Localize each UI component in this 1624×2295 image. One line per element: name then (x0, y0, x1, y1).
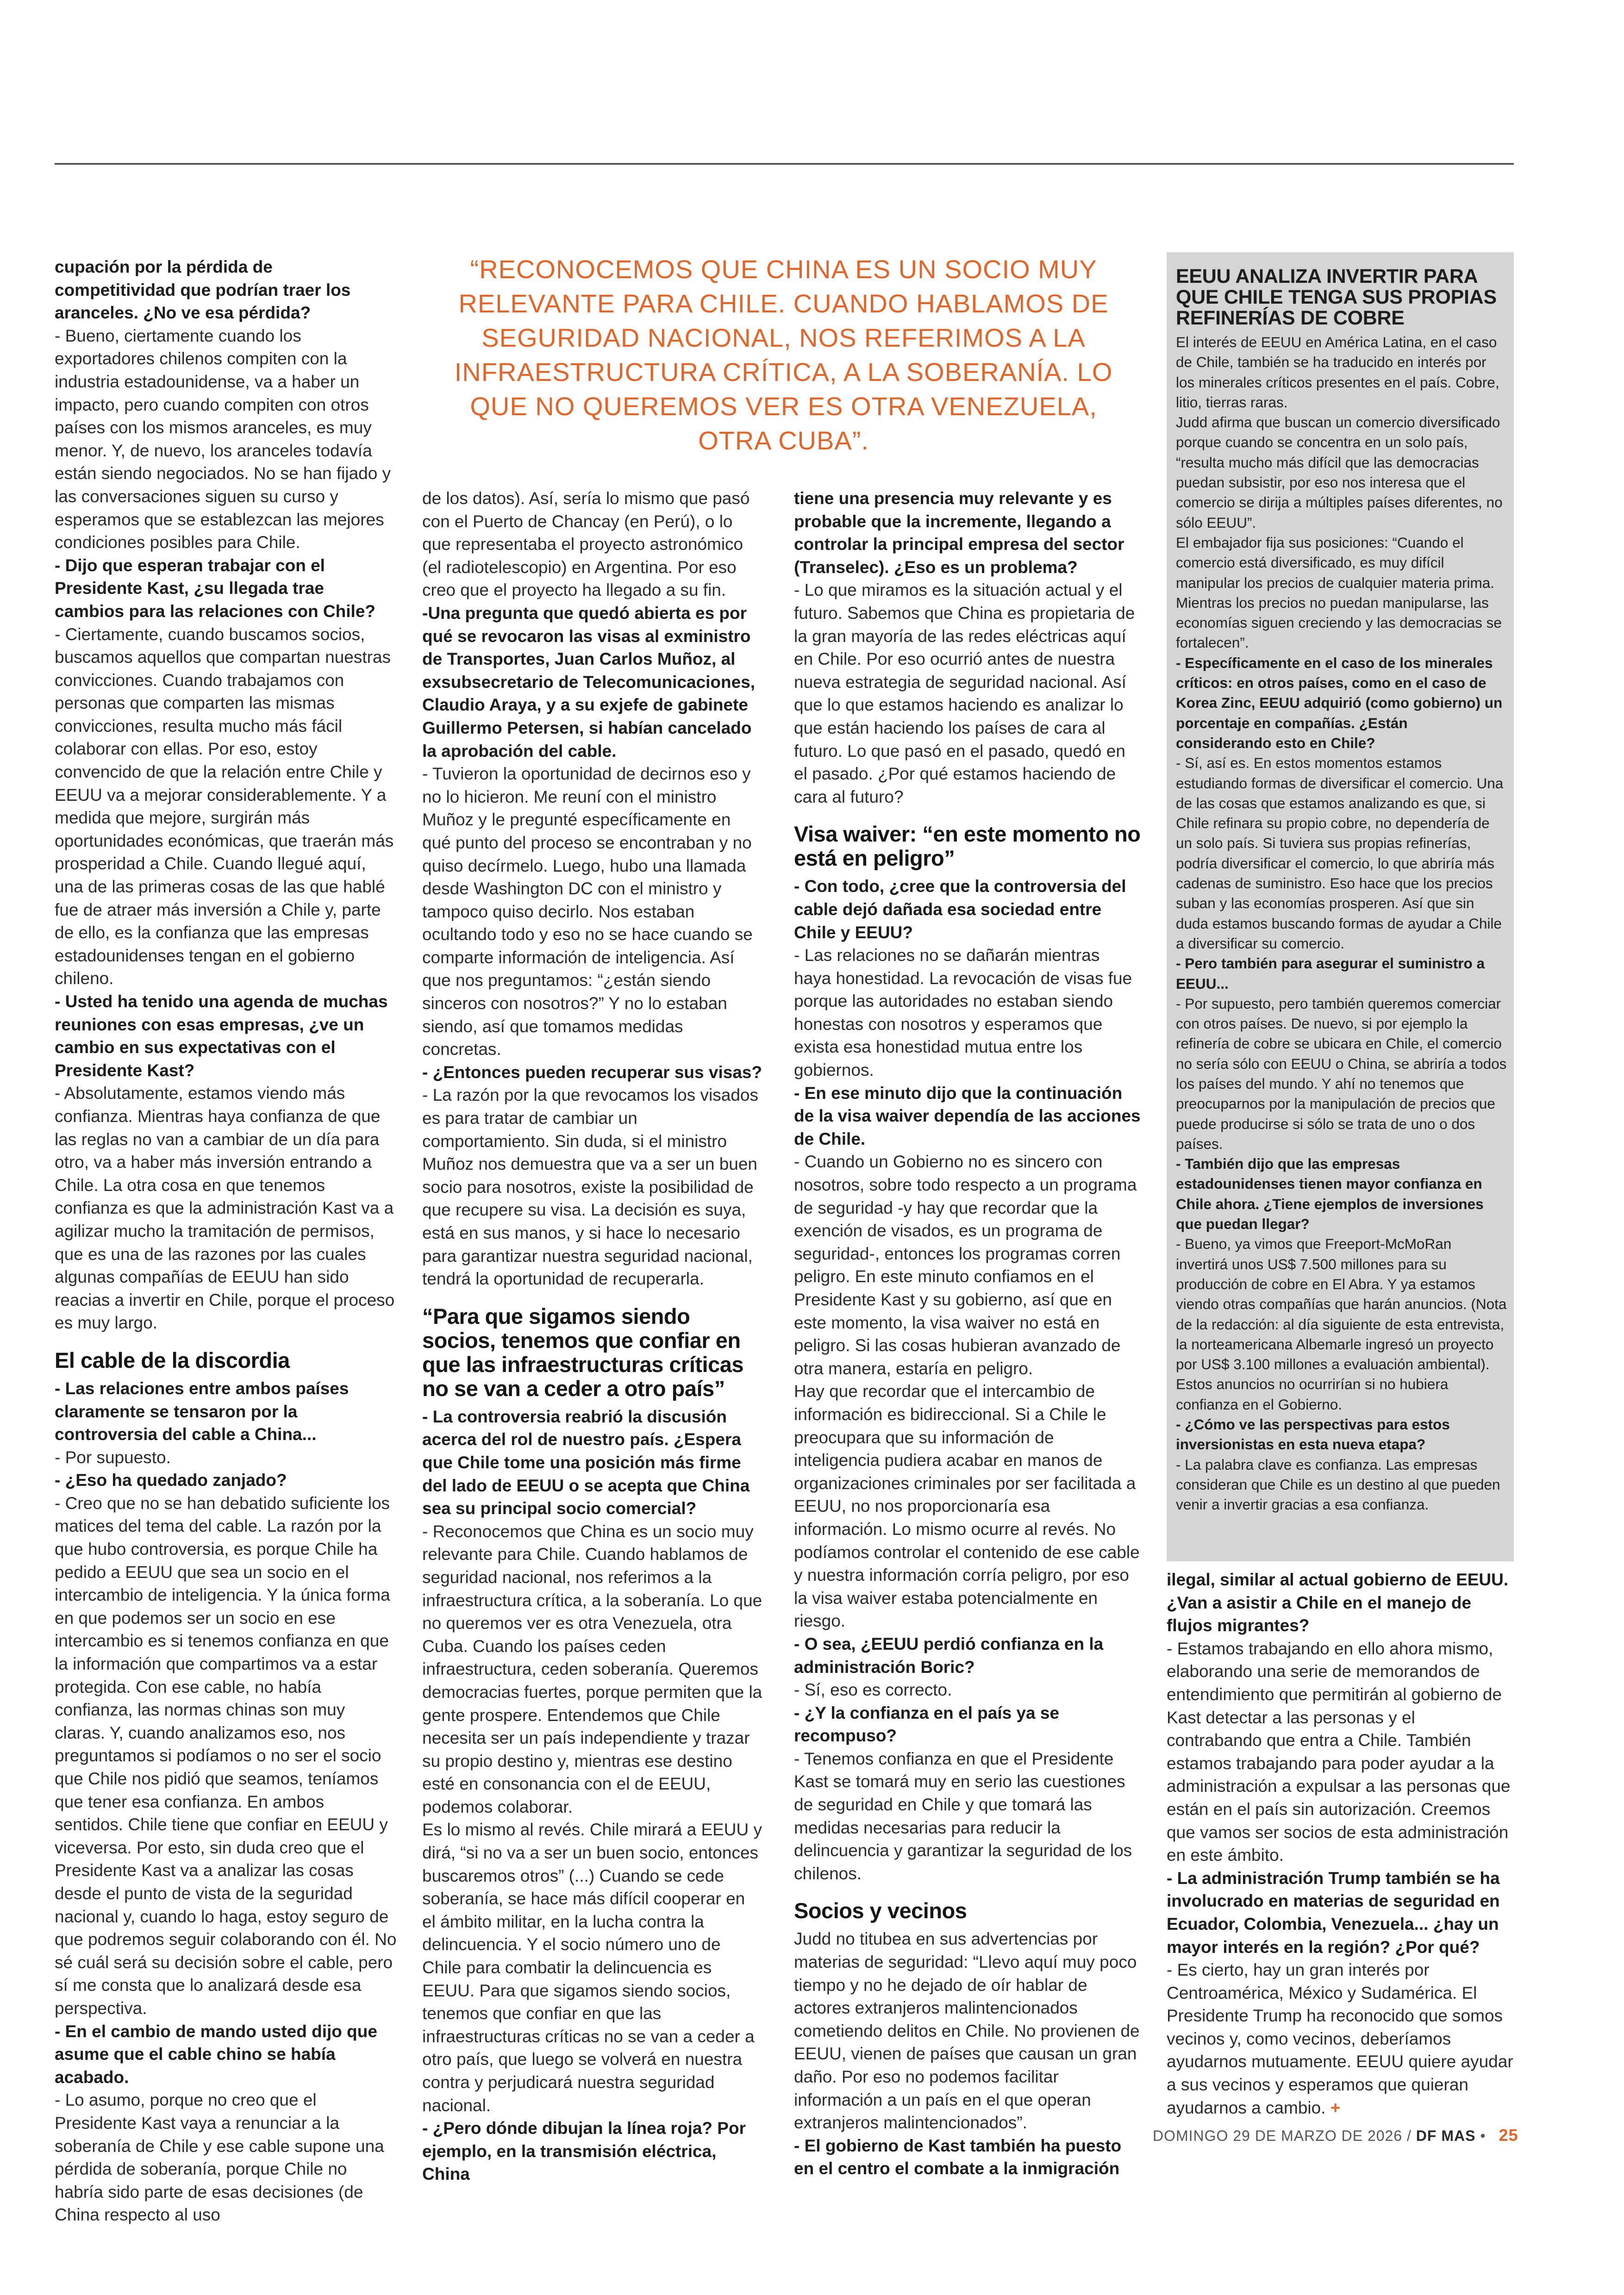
question: - La administración Trump también se ha involucrado en materias de seguridad en Ecuador, Colombia, Venezuela... ¿hay un mayor interés en la región? ¿Por qué? (1167, 1868, 1500, 1957)
footer-date: DOMINGO 29 DE MARZO DE 2026 / (1153, 2127, 1412, 2144)
paragraph: Hay que recordar que el intercambio de información es bidireccional. Si a Chile le preocupara que su información de inteligencia pudiera acabar en manos de organizaciones criminales por ser facilitada a EEUU, no nos proporcionaría esa información. Lo mismo ocurre al revés. No podíamos controlar el contenido de ese cable y nuestra información corría peligro, por eso la visa waiver estaba potencialmente en riesgo. (794, 1382, 1140, 1631)
question: - El gobierno de Kast también ha puesto en el centro el combate a la inmigración (794, 2136, 1122, 2178)
question: - Específicamente en el caso de los minerales críticos: en otros países, como en el caso de Korea Zinc, EEUU adquirió (como gobierno) un porcentaje en compañías. ¿Están considerando esto en Chile? (1176, 654, 1503, 751)
sidebar-box (1167, 252, 1514, 1561)
paragraph: El interés de EEUU en América Latina, en el caso de Chile, también se ha traducido en interés por los minerales críticos presentes en el país. Cobre, litio, tierras raras. (1176, 334, 1499, 411)
question: - En ese minuto dijo que la continuación de la visa waiver dependía de las acciones de Chile. (794, 1083, 1141, 1148)
paragraph: - Lo que miramos es la situación actual y el futuro. Sabemos que China es propietaria de la gran mayoría de las redes eléctricas aquí en Chile. Por eso ocurrió antes de nuestra nueva estrategia de seguridad nacional. Así que lo que estamos haciendo es analizar lo que están haciendo los países de cara al futuro. Lo que pasó en el pasado, quedó en el pasado. ¿Por qué estamos haciendo de cara al futuro? (794, 580, 1135, 806)
question: - ¿Eso ha quedado zanjado? (55, 1471, 287, 1490)
pull-quote: “RECONOCEMOS QUE CHINA ES UN SOCIO MUY RELEVANTE PARA CHILE. CUANDO HABLAMOS DE SEGURIDAD NACIONAL, NOS REFERIMOS A LA INFRAESTRUCTURA CRÍTICA, A LA SOBERANÍA. LO QUE NO QUEREMOS VER ES OTRA VENEZUELA, OTRA CUBA”. (454, 255, 1113, 455)
section-heading: Visa waiver: “en este momento no está en peligro” (794, 822, 1141, 871)
article-column-3 (794, 487, 1141, 2178)
paragraph: El embajador fija sus posiciones: “Cuando el comercio está diversificado, es muy difícil manipular los precios de cualquier materia prima. Mientras los precios no puedan manipularse, las economías siguen creciendo y las democracias se fortalecen”. (1176, 534, 1502, 651)
question: cupación por la pérdida de competitividad que podrían traer los aranceles. ¿No ve esa pérdida? (55, 257, 351, 323)
paragraph: - Creo que no se han debatido suficiente los matices del tema del cable. La razón por la que hubo controversia, es porque Chile ha pedido a EEUU que sea un socio en el intercambio de inteligencia. Y la única forma en que podemos ser un socio en ese intercambio es si tenemos confianza en que la información que compartimos va a estar protegida. Con ese cable, no había confianza, las normas chinas son muy claras. Y, cuando analizamos eso, nos preguntamos si podíamos o no ser el socio que Chile nos pidió que seamos, teníamos que tener esa confianza. En ambos sentidos. Chile tiene que confiar en EEUU y viceversa. Por esto, sin duda creo que el Presidente Kast va a analizar las cosas desde el punto de vista de la seguridad nacional y, cuando lo haga, estoy seguro de que podremos seguir colaborando con él. No sé cuál será su decisión sobre el cable, pero sí me consta que lo analizará desde esa perspectiva. (55, 1493, 397, 2018)
paragraph: - Bueno, ciertamente cuando los exportadores chilenos compiten con la industria estadounidense, va a haber un impacto, pero cuando compiten con otros países con los mismos aranceles, es muy menor. Y, de nuevo, los aranceles todavía están siendo negociados. No se han fijado y las conversaciones siguen su curso y esperamos que se establezcan las mejores condiciones posibles para Chile. (55, 326, 391, 552)
paragraph: - Es cierto, hay un gran interés por Centroamérica, México y Sudamérica. El Presidente Trump ha reconocido que somos vecinos y, como vecinos, deberíamos ayudarnos mutuamente. EEUU quiere ayudar a sus vecinos y esperamos que quieran ayudarnos a cambio. + (1167, 1960, 1513, 2117)
question: tiene una presencia muy relevante y es probable que la incremente, llegando a controlar la principal empresa del sector (Transelec). ¿Eso es un problema? (794, 489, 1124, 577)
question: -Una pregunta que quedó abierta es por qué se revocaron las visas al exministro de Transportes, Juan Carlos Muñoz, al exsubsecretario de Telecomunicaciones, Claudio Araya, y a su exjefe de gabinete Guillermo Petersen, si habían cancelado la aprobación del cable. (422, 603, 756, 761)
paragraph: - Tenemos confianza en que el Presidente Kast se tomará muy en serio las cuestiones de seguridad en Chile y que tomará las medidas necesarias para reducir la delincuencia y garantizar la seguridad de los chilenos. (794, 1749, 1132, 1883)
question: ilegal, similar al actual gobierno de EEUU. ¿Van a asistir a Chile en el manejo de flujos migrantes? (1167, 1570, 1509, 1635)
paragraph: - Bueno, ya vimos que Freeport-McMoRan invertirá unos US$ 7.500 millones para su producción de cobre en El Abra. Y ya estamos viendo otras compañías que harán anuncios. (Nota de la redacción: al día siguiente de esta entrevista, la norteamericana Albemarle ingresó un proyecto por US$ 3.100 millones a evaluación ambiental). Estos anuncios no ocurrirían si no hubiera confianza en el Gobierno. (1176, 1235, 1507, 1413)
section-heading: Socios y vecinos (794, 1898, 967, 1923)
question: - Las relaciones entre ambos países claramente se tensaron por la controversia del cable a China... (55, 1378, 349, 1444)
question: - ¿Pero dónde dibujan la línea roja? Por ejemplo, en la transmisión eléctrica, China (422, 2119, 746, 2184)
paragraph: - La palabra clave es confianza. Las empresas consideran que Chile es un destino al que pueden venir a invertir gracias a esa confianza. (1176, 1456, 1500, 1513)
paragraph: - Las relaciones no se dañarán mientras haya honestidad. La revocación de visas fue porque las autoridades no estaban siendo honestas con nosotros y esperamos que exista esa honestidad mutua entre los gobiernos. (794, 946, 1132, 1080)
question: - Pero también para asegurar el suministro a EEUU... (1176, 955, 1485, 992)
paragraph: - Sí, así es. En estos momentos estamos estudiando formas de diversificar el comercio. Una de las cosas que estamos analizando es que, si Chile refinara su propio cobre, no dependería de un solo país. Si tuviera sus propias refinerías, podría diversificar el comercio, lo que abriría más cadenas de suministro. Eso hace que los precios suban y las economías prosperen. Así que sin duda estamos buscando formas de ayudar a Chile a diversificar su comercio. (1176, 755, 1504, 952)
article-column-4 (1167, 1568, 1514, 2117)
question: - O sea, ¿EEUU perdió confianza en la administración Boric? (794, 1634, 1104, 1677)
question: - Dijo que esperan trabajar con el Presidente Kast, ¿su llegada trae cambios para las relaciones con Chile? (55, 555, 375, 621)
question: - La controversia reabrió la discusión acerca del rol de nuestro país. ¿Espera que Chile tome una posición más firme del lado de EEUU o se acepta que China sea su principal socio comercial? (422, 1407, 750, 1518)
question: - En el cambio de mando usted dijo que asume que el cable chino se había acabado. (55, 2021, 377, 2087)
paragraph: - Lo asumo, porque no creo que el Presidente Kast vaya a renunciar a la soberanía de Chile y ese cable supone una pérdida de soberanía, porque Chile no habría sido parte de esas decisiones (de China respecto al uso (55, 2090, 384, 2225)
article-column-1 (55, 256, 397, 2225)
question: - Con todo, ¿cree que la controversia del cable dejó dañada esa sociedad entre Chile y EEUU? (794, 877, 1126, 942)
paragraph: - Cuando un Gobierno no es sincero con nosotros, sobre todo respecto a un programa de seguridad -y hay que recordar que la exención de visados, es un programa de seguridad-, entonces los programas corren peligro. En este minuto confiamos en el Presidente Kast y su gobierno, así que en este momento, la visa waiver no está en peligro. Si las cosas hubieran avanzado de otra manera, estaría en peligro. (794, 1152, 1137, 1378)
paragraph: Es lo mismo al revés. Chile mirará a EEUU y dirá, “si no va a ser un buen socio, entonces buscaremos otros” (...) Cuando se cede soberanía, se hace más difícil cooperar en el ámbito militar, en la lucha contra la delincuencia. Y el socio número uno de Chile para combatir la delincuencia es EEUU. Para que sigamos siendo socios, tenemos que confiar en que las infraestructuras críticas no se van a ceder a otro país, que luego se volverá en nuestra contra y perjudicará nuestra seguridad nacional. (422, 1820, 762, 2115)
top-rule (55, 163, 1514, 165)
paragraph: - Sí, eso es correcto. (794, 1680, 952, 1700)
paragraph: - La razón por la que revocamos los visados es para tratar de cambiar un comportamiento. Sin duda, si el ministro Muñoz nos demuestra que va a ser un buen socio para nosotros, existe la posibilidad de que recupere su visa. La decisión es suya, está en sus manos, y si hace lo necesario para garantizar nuestra seguridad nacional, tendrá la oportunidad de recuperarla. (422, 1085, 758, 1289)
footer-brand: DF MAS (1416, 2127, 1476, 2144)
question: - ¿Entonces pueden recuperar sus visas? (422, 1062, 762, 1082)
section-heading: “Para que sigamos siendo socios, tenemos que confiar en que las infraestructuras críticas no se van a ceder a otro país” (422, 1303, 744, 1401)
page-number: 25 (1499, 2126, 1518, 2145)
paragraph: - Tuvieron la oportunidad de decirnos eso y no lo hicieron. Me reuní con el ministro Muñoz y le pregunté específicamente en qué punto del proceso se encontraban y no quiso decírmelo. Luego, hubo una llamada desde Washington DC con el ministro y tampoco quiso decirlo. Nos estaban ocultando todo y eso no se hace cuando se comparte información de inteligencia. Así que nos preguntamos: “¿están siendo sinceros con nosotros?” Y no lo estaban siendo, así que tomamos medidas concretas. (422, 764, 753, 1059)
paragraph: - Por supuesto. (55, 1447, 171, 1467)
end-mark: + (1325, 2098, 1341, 2117)
footer-separator: • (1480, 2127, 1486, 2144)
paragraph: - Estamos trabajando en ello ahora mismo, elaborando una serie de memorandos de entendimiento que permitirán al gobierno de Kast detectar a las personas y el contrabando que entra a Chile. También estamos trabajando para poder ayudar a la administración a expulsar a las personas que están en el país sin autorización. Creemos que vamos ser socios de esta administración en este ámbito. (1167, 1639, 1511, 1865)
question: - ¿Y la confianza en el país ya se recompuso? (794, 1703, 1060, 1746)
paragraph: - Ciertamente, cuando buscamos socios, buscamos aquellos que compartan nuestras convicciones. Cuando trabajamos con personas que comparten las mismas convicciones, resulta mucho más fácil colaborar con ellas. Por eso, estoy convencido de que la relación entre Chile y EEUU va a mejorar considerablemente. Y a medida que mejore, surgirán más oportunidades económicas, que traerán más prosperidad a Chile. Cuando llegué aquí, una de las primeras cosas de las que hablé fue de atraer más inversión a Chile y, parte de ello, es la confianza que las empresas estadounidenses tengan en el gobierno chileno. (55, 624, 394, 988)
question: - ¿Cómo ve las perspectivas para estos inversionistas en esta nueva etapa? (1176, 1416, 1450, 1453)
paragraph: - Por supuesto, pero también queremos comerciar con otros países. De nuevo, si por ejemplo la refinería de cobre se ubicara en Chile, el comercio no sería sólo con EEUU o China, se abriría a todos los países del mundo. Y ahí no tenemos que preocuparnos por la manipulación de precios que puede producirse si sólo se trata de uno o dos países. (1176, 995, 1507, 1152)
question: - Usted ha tenido una agenda de muchas reuniones con esas empresas, ¿ve un cambio en sus expectativas con el Presidente Kast? (55, 992, 388, 1080)
paragraph: de los datos). Así, sería lo mismo que pasó con el Puerto de Chancay (en Perú), o lo que representaba el proyecto astronómico (el radiotelescopio) en Argentina. Por eso creo que el proyecto ha llegado a su fin. (422, 489, 750, 600)
paragraph: Judd no titubea en sus advertencias por materias de seguridad: “Llevo aquí muy poco tiempo y no he dejado de oír hablar de actores extranjeros malintencionados cometiendo delitos en Chile. No provienen de EEUU, vienen de países que causan un gran daño. Por eso no podemos facilitar información a un país en el que operan extranjeros malintencionados”. (794, 1929, 1140, 2133)
paragraph: - Absolutamente, estamos viendo más confianza. Mientras haya confianza de que las reglas no van a cambiar de un día para otro, va a haber más inversión entrando a Chile. La otra cosa en que tenemos confianza es que la administración Kast va a agilizar mucho la tramitación de permisos, que es una de las razones por las cuales algunas compañías de EEUU han sido reacias a invertir en Chile, porque el proceso es muy largo. (55, 1084, 395, 1333)
question: - También dijo que las empresas estadounidenses tienen mayor confianza en Chile ahora. ¿Tiene ejemplos de inversiones que puedan llegar? (1176, 1155, 1484, 1233)
sidebar-content (1176, 266, 1507, 1515)
article-column-2 (422, 487, 762, 2184)
page-footer (1153, 2126, 1518, 2145)
paragraph: Judd afirma que buscan un comercio diversificado porque cuando se concentra en un solo país, “resulta mucho más difícil que las democracias puedan subsistir, por eso nos interesa que el comercio se dirija a múltiples países diferentes, no sólo EEUU”. (1176, 414, 1503, 531)
section-heading: El cable de la discordia (55, 1347, 290, 1372)
paragraph: - Reconocemos que China es un socio muy relevante para Chile. Cuando hablamos de seguridad nacional, nos referimos a la infraestructura crítica, a la soberanía. Lo que no queremos ver es otra Venezuela, otra Cuba. Cuando los países ceden infraestructura, ceden soberanía. Queremos democracias fuertes, porque permiten que la gente prospere. Entendemos que Chile necesita ser un país independiente y trazar su propio destino y, mientras ese destino esté en consonancia con el de EEUU, podemos colaborar. (422, 1522, 762, 1816)
sidebar-title: EEUU ANALIZA INVERTIR PARA QUE CHILE TENGA SUS PROPIAS REFINERÍAS DE COBRE (1176, 265, 1497, 329)
